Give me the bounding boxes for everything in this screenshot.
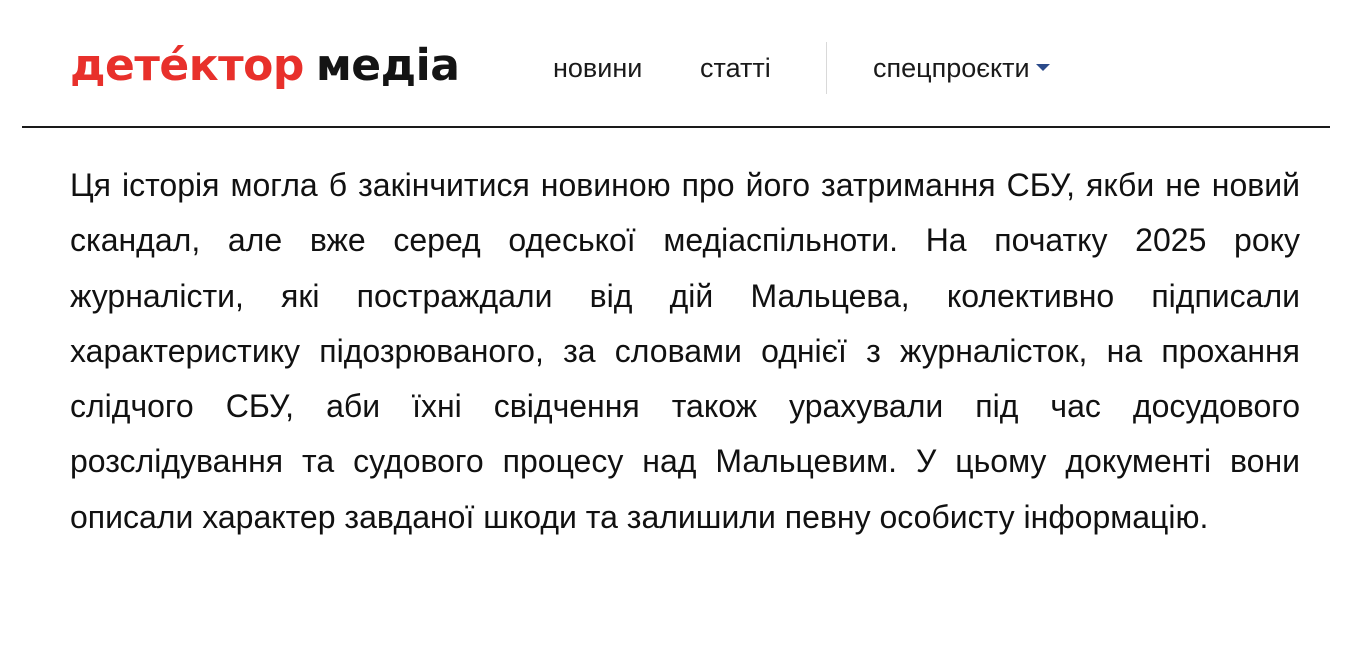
header-divider	[22, 126, 1330, 128]
nav-link-news[interactable]: новини	[553, 53, 643, 83]
nav-link-articles[interactable]: статті	[700, 53, 771, 83]
nav-dropdown-special-projects[interactable]	[873, 48, 1050, 88]
caret-down-icon	[1036, 64, 1050, 71]
logo-word-detector: детéктор	[70, 40, 304, 91]
site-header	[0, 0, 1358, 128]
site-logo[interactable]	[70, 36, 459, 96]
nav-dropdown-label: спецпроєкти	[873, 53, 1030, 83]
logo-word-media: медіа	[315, 40, 460, 91]
nav-divider	[826, 42, 827, 94]
article-paragraph: Ця історія могла б закінчитися новиною про його затримання СБУ, якби не новий скандал, але вже серед одеської медіаспільноти. На початку 2025 року журналісти, які постраждали від дій Мальцева, колективно підписали характеристику підозрюваного, за словами однієї з журналісток, на прохання слідчого СБУ, аби їхні свідчення також урахували під час досудового розслідування та судового процесу над Мальцевим. У цьому документі вони описали характер завданої шкоди та залишили певну особисту інформацію.	[70, 167, 1300, 535]
